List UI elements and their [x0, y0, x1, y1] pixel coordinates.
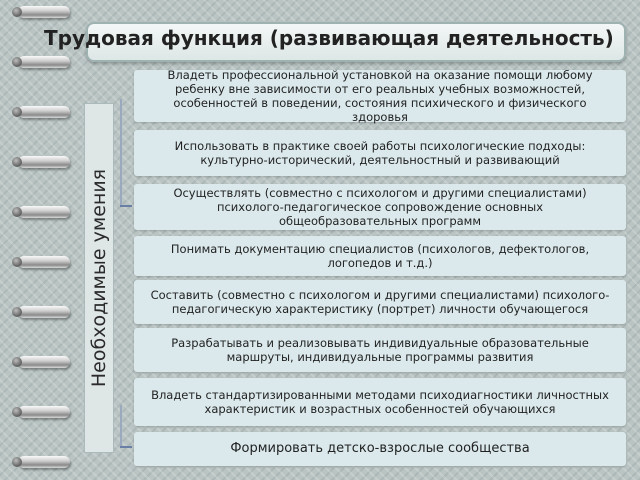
spiral-ring-icon	[18, 456, 70, 468]
skill-item-text: Использовать в практике своей работы психологические подходы: культурно-исторический, деятельностный и развивающий	[174, 139, 586, 167]
slide-title: Трудовая функция (развивающая деятельность)	[44, 26, 614, 50]
spiral-ring-icon	[18, 106, 70, 118]
skill-item	[134, 280, 626, 324]
connector-tick	[120, 446, 132, 448]
connector-bracket	[120, 405, 122, 447]
skill-item-text: Формировать детско-взрослые сообщества	[230, 441, 530, 456]
spiral-ring-icon	[18, 156, 70, 168]
skill-item-text: Владеть стандартизированными методами психодиагностики личностных характеристик и возрастных особенностей обучающихся	[151, 388, 609, 416]
skill-item-text: Осуществлять (совместно с психологом и другими специалистами) психолого-педагогическое сопровождение основных общеобразовательных программ	[173, 186, 587, 228]
skill-item	[134, 70, 626, 122]
spiral-ring-icon	[18, 256, 70, 268]
skill-item	[134, 378, 626, 426]
skill-item	[134, 184, 626, 230]
spiral-ring-icon	[18, 306, 70, 318]
skill-item-text: Разрабатывать и реализовывать индивидуальные образовательные маршруты, индивидуальные программы развития	[171, 336, 589, 364]
skill-item	[134, 236, 626, 276]
connector-bracket	[120, 99, 122, 205]
skill-item-text: Владеть профессиональной установкой на оказание помощи любому ребенку вне зависимости от его реальных учебных возможностей, особенностей в поведении, состояния психического и физического здоровья	[167, 68, 593, 124]
notebook-spiral	[0, 0, 80, 480]
side-label-panel	[84, 103, 114, 453]
spiral-ring-icon	[18, 6, 70, 18]
skill-item	[134, 432, 626, 466]
spiral-ring-icon	[18, 206, 70, 218]
skill-item-text: Понимать документацию специалистов (психологов, дефектологов, логопедов и т.д.)	[170, 242, 590, 270]
skill-item-text: Составить (совместно с психологом и другими специалистами) психолого-педагогическую характеристику (портрет) личности обучающегося	[150, 288, 610, 316]
skill-item	[134, 328, 626, 372]
spiral-ring-icon	[18, 356, 70, 368]
spiral-ring-icon	[18, 406, 70, 418]
skill-item	[134, 130, 626, 176]
side-label: Необходимые умения	[88, 168, 110, 388]
spiral-ring-icon	[18, 56, 70, 68]
connector-tick	[120, 205, 132, 207]
